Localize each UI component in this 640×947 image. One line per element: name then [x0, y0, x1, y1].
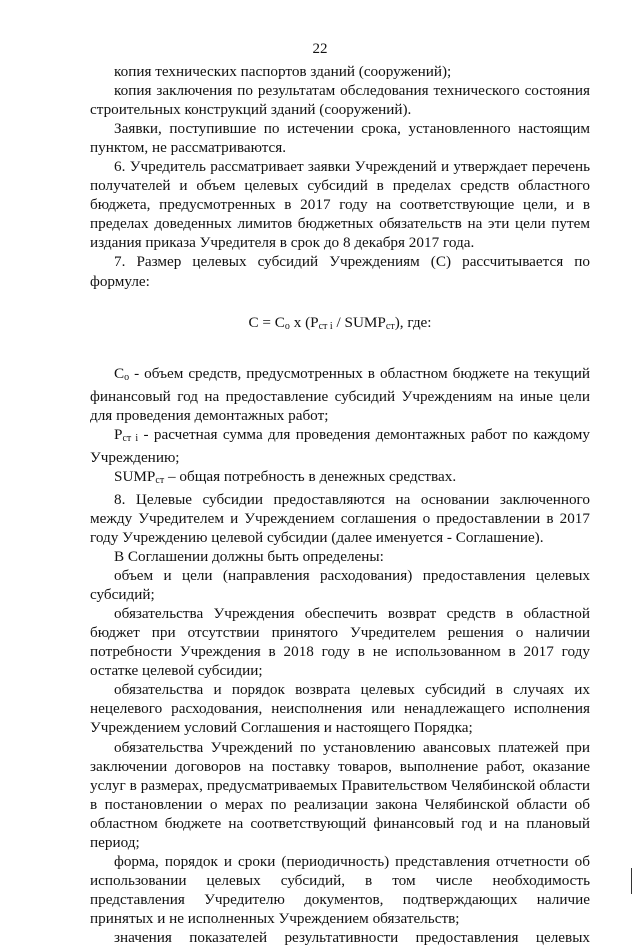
- c0-sub: о: [124, 371, 130, 383]
- sum-sub: ст: [155, 474, 165, 486]
- paragraph-item-6: 6. Учредитель рассматривает заявки Учреждений и утверждает перечень получателей и объем целевых субсидий в пределах средств областного бюджета, предусмотренных в 2017 году на соответствующие цели, и в пределах доведенных лимитов бюджетных обязательств на эти цели путем издания приказа Учредителя в срок до 8 декабря 2017 года.: [90, 158, 590, 252]
- subsidy-formula: [90, 313, 590, 336]
- margin-mark: [631, 868, 632, 894]
- formula-before: С = С: [248, 313, 285, 331]
- definition-sump: [90, 467, 590, 490]
- sum-text: – общая потребность в денежных средствах.: [164, 467, 457, 485]
- c0-symbol: С: [114, 364, 125, 382]
- paragraph-reporting: форма, порядок и сроки (периодичность) представления отчетности об использовании целевых субсидий, в том числе необходимость представления Учредителю документов, подтверждающих наличие принятых и не исполненных Учреждением обязательств;: [90, 852, 590, 927]
- p-text: - расчетная сумма для проведения демонтажных работ по каждому Учреждению;: [90, 425, 590, 466]
- paragraph-volume-goals: объем и цели (направления расходования) предоставления целевых субсидий;: [90, 567, 590, 604]
- paragraph-item-7: 7. Размер целевых субсидий Учреждениям (С) рассчитывается по формуле:: [90, 253, 590, 290]
- formula-sub-o: о: [284, 320, 290, 332]
- paragraph-return-obligation: обязательства Учреждения обеспечить возврат средств в областной бюджет при отсутствии принятого Учредителем решения о наличии потребности Учреждения в 2018 году в не использованном в 2017 году остатке целевой субсидии;: [90, 605, 590, 680]
- paragraph-inspection-report: копия заключения по результатам обследования технического состояния строительных конструкций зданий (сооружений).: [90, 82, 590, 119]
- document-body: [90, 62, 590, 947]
- sum-symbol: SUMP: [114, 467, 156, 485]
- paragraph-tech-passports: копия технических паспортов зданий (сооружений);: [114, 63, 452, 80]
- p-sub: ст i: [122, 432, 139, 444]
- page-number: 22: [312, 41, 328, 57]
- paragraph-agreement-intro: В Соглашении должны быть определены:: [114, 548, 384, 566]
- formula-mid2: / SUMP: [332, 313, 386, 331]
- formula-sub-sti: ст i: [318, 320, 333, 332]
- paragraph-item-8: 8. Целевые субсидии предоставляются на основании заключенного между Учредителем и Учреждением соглашения о предоставлении в 2017 году Учреждению целевой субсидии (далее именуется - Соглашение).: [90, 490, 590, 546]
- c0-text: - объем средств, предусмотренных в областном бюджете на текущий финансовый год на предоставление субсидий Учреждениям на иные цели для проведения демонтажных работ;: [90, 364, 590, 424]
- formula-after: ), где:: [394, 313, 432, 331]
- paragraph-late-applications: Заявки, поступившие по истечении срока, установленного настоящим пунктом, не рассматриваются.: [90, 120, 590, 157]
- formula-mid: х (Р: [289, 313, 319, 331]
- paragraph-performance-indicators: значения показателей результативности предоставления целевых: [114, 928, 590, 946]
- p-symbol: Р: [114, 425, 123, 443]
- paragraph-advance-payments: обязательства Учреждений по установлению авансовых платежей при заключении договоров на поставку товаров, выполнение работ, оказание услуг в размерах, предусматриваемых Правительством Челябинской области в постановлении о мерах по реализации закона Челябинской области об областном бюджете на соответствующий финансовый год и на плановый период;: [90, 738, 590, 851]
- formula-sub-st: ст: [385, 320, 395, 332]
- definition-p: [90, 425, 590, 467]
- definition-c0: [90, 364, 590, 425]
- paragraph-misuse-return: обязательства и порядок возврата целевых субсидий в случаях их нецелевого расходования, неисполнения или ненадлежащего исполнения Учреждением условий Соглашения и настоящего Порядка;: [90, 681, 590, 737]
